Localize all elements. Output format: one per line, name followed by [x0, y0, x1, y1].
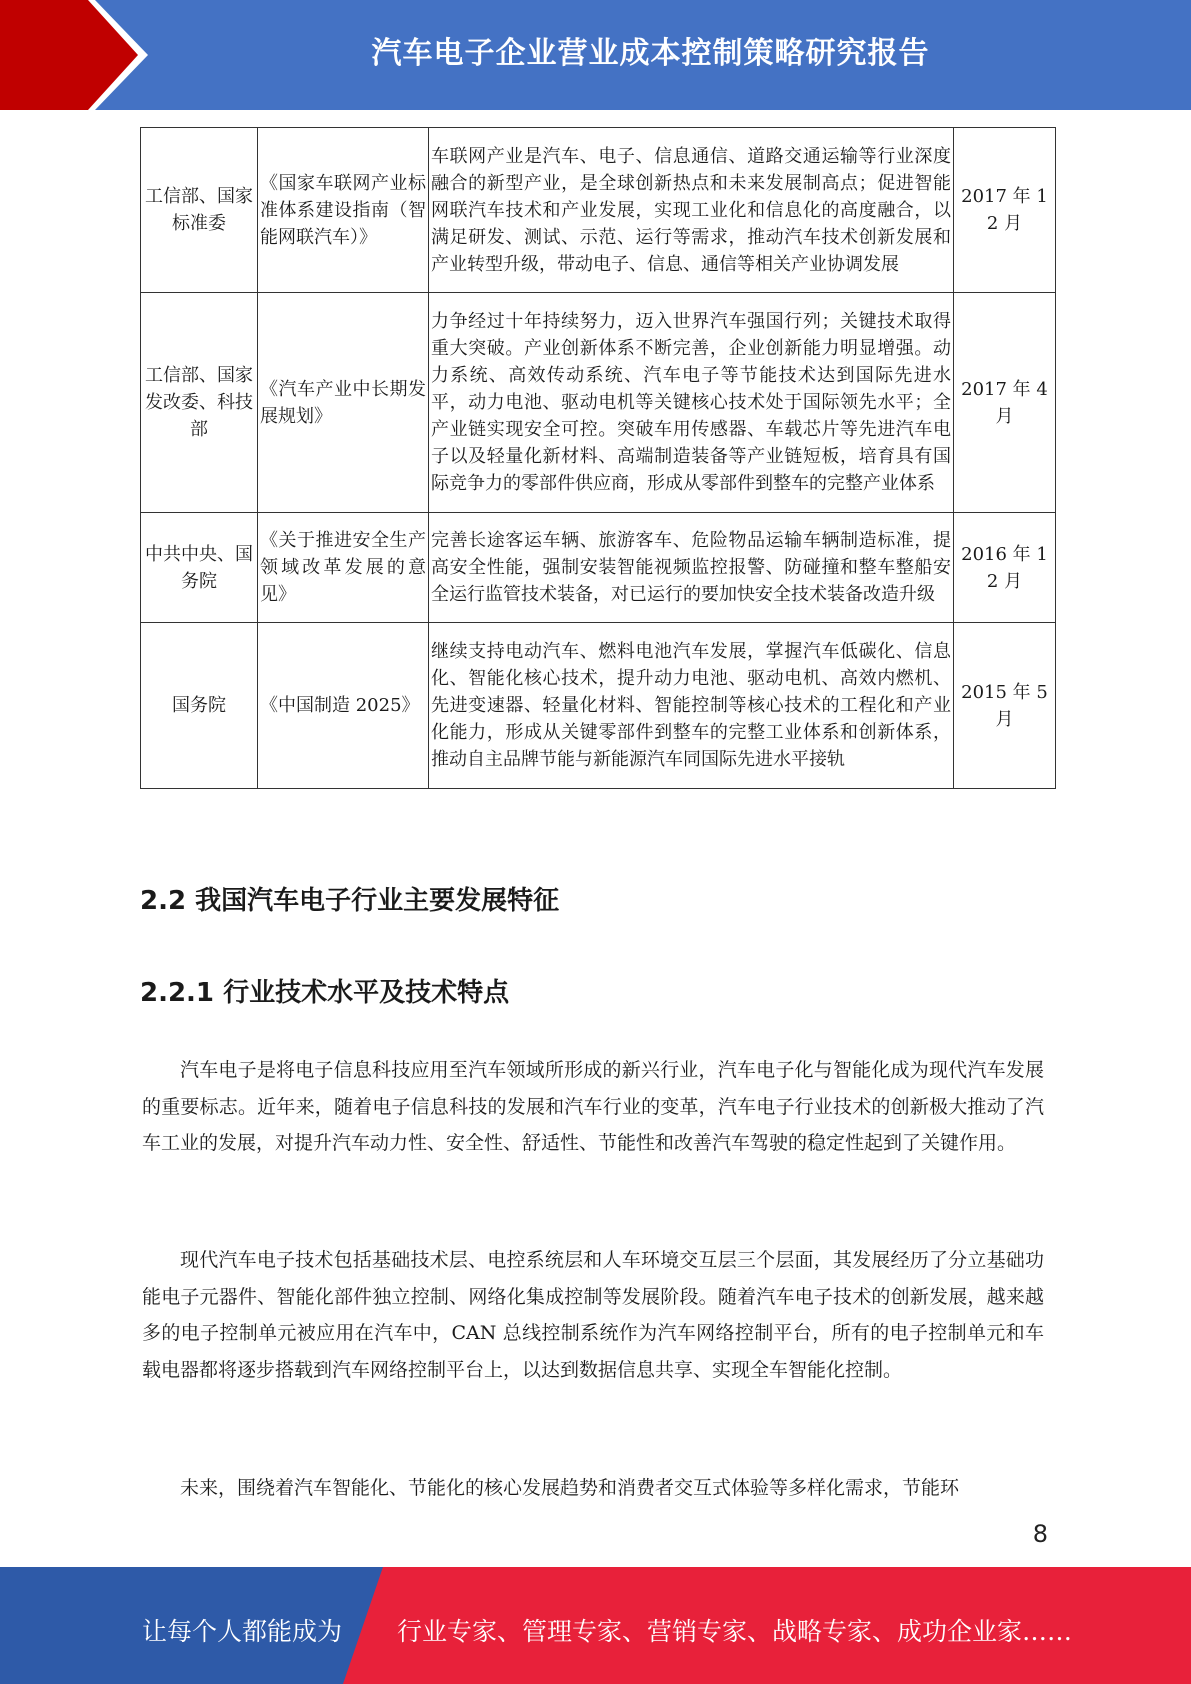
cell-agency: 工信部、国家标准委 — [141, 128, 258, 293]
table-row — [141, 128, 1056, 293]
table-row — [141, 623, 1056, 789]
cell-document: 《汽车产业中长期发展规划》 — [258, 293, 429, 513]
footer-banner — [0, 1567, 1191, 1684]
paragraph: 汽车电子是将电子信息科技应用至汽车领域所形成的新兴行业，汽车电子化与智能化成为现代汽车发展的重要标志。近年来，随着电子信息科技的发展和汽车行业的变革，汽车电子行业技术的创新极大推动了汽车工业的发展，对提升汽车动力性、安全性、舒适性、节能性和改善汽车驾驶的稳定性起到了关键作用。 — [142, 1059, 1044, 1154]
footer-slogan-left: 让每个人都能成为 — [142, 1617, 343, 1646]
footer-slogan-right: 行业专家、管理专家、营销专家、战略专家、成功企业家…… — [397, 1617, 1073, 1646]
page-number: 8 — [1032, 1520, 1048, 1548]
table-row — [141, 293, 1056, 513]
cell-agency: 国务院 — [141, 623, 258, 789]
cell-content: 继续支持电动汽车、燃料电池汽车发展，掌握汽车低碳化、信息化、智能化核心技术，提升动力电池、驱动电机、高效内燃机、先进变速器、轻量化材料、智能控制等核心技术的工程化和产业化能力，形成从关键零部件到整车的完整工业体系和创新体系，推动自主品牌节能与新能源汽车同国际先进水平接轨 — [429, 623, 954, 789]
cell-content: 车联网产业是汽车、电子、信息通信、道路交通运输等行业深度融合的新型产业，是全球创新热点和未来发展制高点；促进智能网联汽车技术和产业发展，实现工业化和信息化的高度融合，以满足研发、测试、示范、运行等需求，推动汽车技术创新发展和产业转型升级，带动电子、信息、通信等相关产业协调发展 — [429, 128, 954, 293]
cell-agency: 中共中央、国务院 — [141, 513, 258, 623]
cell-date: 2015 年 5 月 — [954, 623, 1056, 789]
cell-date: 2017 年 4 月 — [954, 293, 1056, 513]
cell-date: 2017 年 12 月 — [954, 128, 1056, 293]
section-heading: 2.2 我国汽车电子行业主要发展特征 — [140, 886, 560, 916]
paragraph: 未来，围绕着汽车智能化、节能化的核心发展趋势和消费者交互式体验等多样化需求，节能环 — [180, 1477, 960, 1499]
header-banner — [0, 0, 1191, 110]
table-row — [141, 513, 1056, 623]
policy-table — [140, 127, 1056, 789]
cell-document: 《中国制造 2025》 — [258, 623, 429, 789]
paragraph: 现代汽车电子技术包括基础技术层、电控系统层和人车环境交互层三个层面，其发展经历了分立基础功能电子元器件、智能化部件独立控制、网络化集成控制等发展阶段。随着汽车电子技术的创新发展，越来越多的电子控制单元被应用在汽车中，CAN 总线控制系统作为汽车网络控制平台，所有的电子控制单元和车载电器都将逐步搭载到汽车网络控制平台上，以达到数据信息共享、实现全车智能化控制。 — [142, 1249, 1044, 1381]
cell-document: 《国家车联网产业标准体系建设指南（智能网联汽车）》 — [258, 128, 429, 293]
cell-agency: 工信部、国家发改委、科技部 — [141, 293, 258, 513]
page-title: 汽车电子企业营业成本控制策略研究报告 — [371, 36, 930, 71]
cell-date: 2016 年 12 月 — [954, 513, 1056, 623]
header-arrow-icon — [0, 0, 160, 110]
cell-content: 完善长途客运车辆、旅游客车、危险物品运输车辆制造标准，提高安全性能，强制安装智能视频监控报警、防碰撞和整车整船安全运行监管技术装备，对已运行的要加快安全技术装备改造升级 — [429, 513, 954, 623]
cell-content: 力争经过十年持续努力，迈入世界汽车强国行列；关键技术取得重大突破。产业创新体系不断完善，企业创新能力明显增强。动力系统、高效传动系统、汽车电子等节能技术达到国际先进水平，动力电池、驱动电机等关键核心技术处于国际领先水平；全产业链实现安全可控。突破车用传感器、车载芯片等先进汽车电子以及轻量化新材料、高端制造装备等产业链短板，培育具有国际竞争力的零部件供应商，形成从零部件到整车的完整产业体系 — [429, 293, 954, 513]
cell-document: 《关于推进安全生产领域改革发展的意见》 — [258, 513, 429, 623]
subsection-heading: 2.2.1 行业技术水平及技术特点 — [140, 978, 510, 1008]
